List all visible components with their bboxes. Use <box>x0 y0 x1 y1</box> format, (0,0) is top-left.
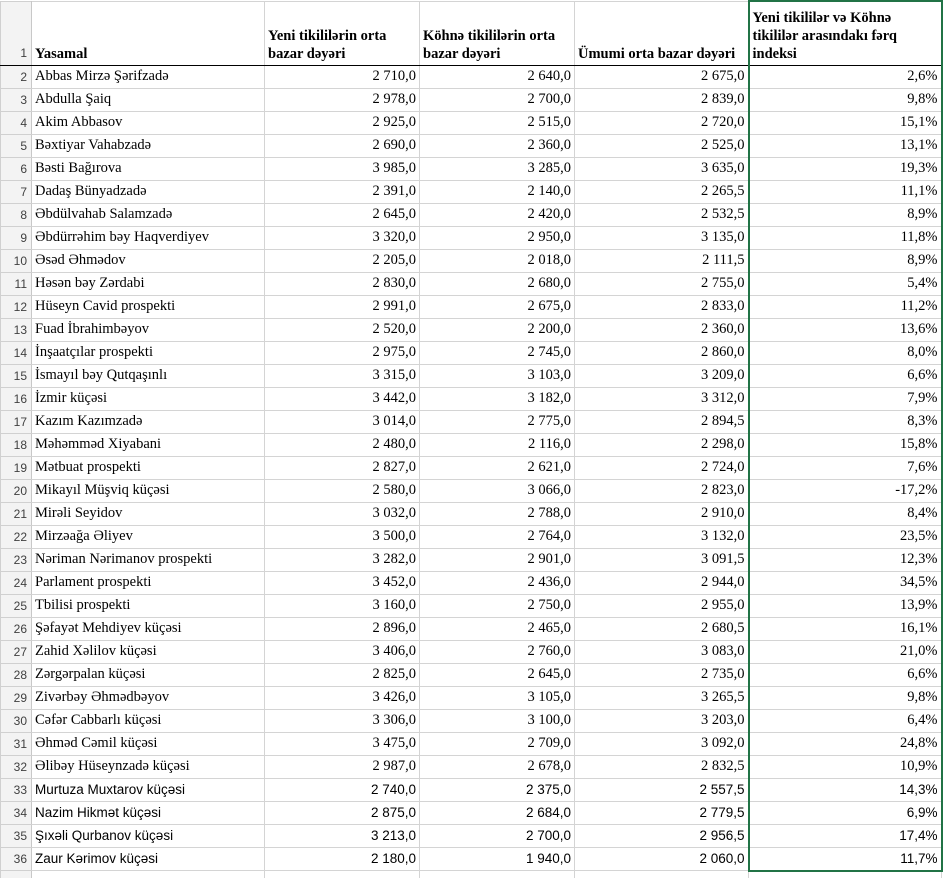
street-name-cell[interactable]: Nəriman Nərimanov prospekti <box>32 548 265 571</box>
new-building-value-cell[interactable]: 3 985,0 <box>265 157 420 180</box>
old-building-value-cell[interactable]: 2 640,0 <box>420 65 575 88</box>
difference-index-cell[interactable]: 13,1% <box>749 134 942 157</box>
table-row <box>1 364 942 387</box>
total-value-cell[interactable]: 2 779,5 <box>575 801 749 824</box>
table-row <box>1 755 942 778</box>
difference-index-cell[interactable]: 11,8% <box>749 226 942 249</box>
old-building-value-cell[interactable]: 2 375,0 <box>420 778 575 801</box>
difference-index-cell[interactable]: 6,4% <box>749 709 942 732</box>
difference-index-cell[interactable]: 14,3% <box>749 778 942 801</box>
street-name-cell[interactable]: Bəsti Bağırova <box>32 157 265 180</box>
new-building-value-cell[interactable]: 2 925,0 <box>265 111 420 134</box>
old-building-value-cell[interactable]: 2 684,0 <box>420 801 575 824</box>
table-row <box>1 801 942 824</box>
old-building-value-cell[interactable]: 2 018,0 <box>420 249 575 272</box>
street-name-cell[interactable]: İnşaatçılar prospekti <box>32 341 265 364</box>
difference-index-cell[interactable]: 13,9% <box>749 594 942 617</box>
row-number[interactable] <box>1 871 32 878</box>
street-name-cell[interactable]: Mikayıl Müşviq küçəsi <box>32 479 265 502</box>
street-name-cell[interactable]: Zivərbəy Əhmədbəyov <box>32 686 265 709</box>
row-number[interactable]: 13 <box>1 318 32 341</box>
row-number[interactable]: 17 <box>1 410 32 433</box>
total-value-cell[interactable]: 2 532,5 <box>575 203 749 226</box>
old-building-value-cell[interactable]: 2 116,0 <box>420 433 575 456</box>
row-number[interactable]: 12 <box>1 295 32 318</box>
total-value-cell[interactable]: 2 755,0 <box>575 272 749 295</box>
new-building-value-cell[interactable]: 2 827,0 <box>265 456 420 479</box>
difference-index-cell[interactable]: 6,6% <box>749 663 942 686</box>
header-row <box>1 1 942 65</box>
total-value-cell[interactable]: 2 860,0 <box>575 341 749 364</box>
new-building-value-cell[interactable]: 2 987,0 <box>265 755 420 778</box>
table-row <box>1 732 942 755</box>
new-building-value-cell[interactable]: 3 475,0 <box>265 732 420 755</box>
total-value-cell[interactable]: 2 910,0 <box>575 502 749 525</box>
old-building-value-cell[interactable]: 3 105,0 <box>420 686 575 709</box>
street-name-cell[interactable]: İzmir küçəsi <box>32 387 265 410</box>
difference-index-cell[interactable]: 9,8% <box>749 686 942 709</box>
difference-index-cell[interactable]: 21,0% <box>749 640 942 663</box>
old-building-value-cell[interactable]: 3 285,0 <box>420 157 575 180</box>
total-value-cell[interactable]: 2 720,0 <box>575 111 749 134</box>
old-building-value-cell[interactable]: 2 678,0 <box>420 755 575 778</box>
new-building-value-cell[interactable]: 2 991,0 <box>265 295 420 318</box>
new-building-value-cell[interactable]: 3 320,0 <box>265 226 420 249</box>
total-value-cell[interactable]: 3 132,0 <box>575 525 749 548</box>
row-number[interactable]: 32 <box>1 755 32 778</box>
table-row <box>1 824 942 847</box>
row-number[interactable]: 36 <box>1 847 32 871</box>
table-row <box>1 157 942 180</box>
total-value-cell[interactable]: 2 955,0 <box>575 594 749 617</box>
new-building-value-cell[interactable]: 3 442,0 <box>265 387 420 410</box>
difference-index-cell[interactable]: 8,9% <box>749 203 942 226</box>
row-number[interactable]: 33 <box>1 778 32 801</box>
difference-index-cell[interactable]: 13,6% <box>749 318 942 341</box>
street-name-cell[interactable]: Kazım Kazımzadə <box>32 410 265 433</box>
street-name-cell[interactable]: Abdulla Şaiq <box>32 88 265 111</box>
total-value-cell[interactable]: 2 680,5 <box>575 617 749 640</box>
new-building-value-cell[interactable]: 3 160,0 <box>265 594 420 617</box>
row-number[interactable]: 24 <box>1 571 32 594</box>
old-building-value-cell[interactable]: 2 680,0 <box>420 272 575 295</box>
street-name-cell[interactable]: Fuad İbrahimbəyov <box>32 318 265 341</box>
row-number[interactable]: 28 <box>1 663 32 686</box>
row-number[interactable]: 29 <box>1 686 32 709</box>
street-name-cell[interactable]: Nazim Hikmət küçəsi <box>32 801 265 824</box>
difference-index-cell[interactable]: 8,4% <box>749 502 942 525</box>
new-building-value-cell[interactable]: 2 580,0 <box>265 479 420 502</box>
old-building-value-cell[interactable]: 2 420,0 <box>420 203 575 226</box>
table-row <box>1 502 942 525</box>
old-building-value-cell[interactable]: 2 675,0 <box>420 295 575 318</box>
old-building-value-cell[interactable]: 3 103,0 <box>420 364 575 387</box>
new-building-value-cell[interactable]: 2 645,0 <box>265 203 420 226</box>
total-value-cell[interactable]: 2 833,0 <box>575 295 749 318</box>
difference-index-cell[interactable]: 12,3% <box>749 548 942 571</box>
table-row <box>1 847 942 871</box>
difference-index-cell[interactable]: 11,1% <box>749 180 942 203</box>
total-value-cell[interactable]: 3 135,0 <box>575 226 749 249</box>
old-building-value-cell[interactable]: 2 709,0 <box>420 732 575 755</box>
street-name-cell[interactable]: Akim Abbasov <box>32 111 265 134</box>
old-building-value-cell[interactable]: 2 436,0 <box>420 571 575 594</box>
new-building-value-cell[interactable]: 2 205,0 <box>265 249 420 272</box>
new-building-value-cell[interactable]: 2 391,0 <box>265 180 420 203</box>
total-value-cell[interactable]: 2 956,5 <box>575 824 749 847</box>
new-building-value-cell[interactable]: 3 032,0 <box>265 502 420 525</box>
new-building-value-cell[interactable]: 3 014,0 <box>265 410 420 433</box>
table-row <box>1 778 942 801</box>
street-name-cell[interactable]: Hüseyn Cavid prospekti <box>32 295 265 318</box>
street-name-cell[interactable]: Şəfayət Mehdiyev küçəsi <box>32 617 265 640</box>
old-building-value-cell[interactable]: 3 182,0 <box>420 387 575 410</box>
table-row <box>1 433 942 456</box>
old-building-value-cell[interactable]: 1 940,0 <box>420 847 575 871</box>
table-row <box>1 594 942 617</box>
old-building-value-cell[interactable]: 2 745,0 <box>420 341 575 364</box>
table-row <box>1 203 942 226</box>
old-building-value-cell[interactable]: 2 200,0 <box>420 318 575 341</box>
header-cell-difference-index[interactable]: Yeni tikililər və Köhnə tikililər arasındakı fərq indeksi <box>749 1 942 65</box>
row-number[interactable]: 23 <box>1 548 32 571</box>
old-building-value-cell[interactable]: 2 760,0 <box>420 640 575 663</box>
street-name-cell[interactable]: Əhməd Cəmil küçəsi <box>32 732 265 755</box>
row-number[interactable]: 20 <box>1 479 32 502</box>
new-building-value-cell[interactable]: 2 975,0 <box>265 341 420 364</box>
new-building-value-cell[interactable]: 2 875,0 <box>265 801 420 824</box>
total-value-cell[interactable]: 2 823,0 <box>575 479 749 502</box>
row-number[interactable]: 26 <box>1 617 32 640</box>
table-row <box>1 65 942 88</box>
old-building-value-cell[interactable]: 2 788,0 <box>420 502 575 525</box>
old-building-value-cell[interactable]: 2 645,0 <box>420 663 575 686</box>
empty-cell[interactable] <box>420 871 575 878</box>
table-row <box>1 525 942 548</box>
old-building-value-cell[interactable]: 2 901,0 <box>420 548 575 571</box>
total-value-cell[interactable]: 3 091,5 <box>575 548 749 571</box>
total-value-cell[interactable]: 2 724,0 <box>575 456 749 479</box>
row-number[interactable]: 21 <box>1 502 32 525</box>
row-number[interactable]: 3 <box>1 88 32 111</box>
old-building-value-cell[interactable]: 2 750,0 <box>420 594 575 617</box>
difference-index-cell[interactable]: 24,8% <box>749 732 942 755</box>
total-value-cell[interactable]: 2 832,5 <box>575 755 749 778</box>
table-row <box>1 111 942 134</box>
old-building-value-cell[interactable]: 2 764,0 <box>420 525 575 548</box>
old-building-value-cell[interactable]: 2 700,0 <box>420 824 575 847</box>
table-row <box>1 180 942 203</box>
difference-index-cell[interactable]: 16,1% <box>749 617 942 640</box>
old-building-value-cell[interactable]: 2 950,0 <box>420 226 575 249</box>
total-value-cell[interactable]: 3 092,0 <box>575 732 749 755</box>
total-value-cell[interactable]: 2 298,0 <box>575 433 749 456</box>
street-name-cell[interactable]: Məhəmməd Xiyabani <box>32 433 265 456</box>
new-building-value-cell[interactable]: 3 406,0 <box>265 640 420 663</box>
new-building-value-cell[interactable]: 2 520,0 <box>265 318 420 341</box>
empty-cell[interactable] <box>749 871 942 878</box>
table-row <box>1 571 942 594</box>
new-building-value-cell[interactable]: 2 690,0 <box>265 134 420 157</box>
row-number[interactable]: 31 <box>1 732 32 755</box>
row-number[interactable]: 4 <box>1 111 32 134</box>
table-row <box>1 456 942 479</box>
difference-index-cell[interactable]: 15,8% <box>749 433 942 456</box>
total-value-cell[interactable]: 2 894,5 <box>575 410 749 433</box>
old-building-value-cell[interactable]: 2 140,0 <box>420 180 575 203</box>
street-name-cell[interactable]: Bəxtiyar Vahabzadə <box>32 134 265 157</box>
difference-index-cell[interactable]: 6,9% <box>749 801 942 824</box>
difference-index-cell[interactable]: 19,3% <box>749 157 942 180</box>
new-building-value-cell[interactable]: 3 213,0 <box>265 824 420 847</box>
difference-index-cell[interactable]: 8,9% <box>749 249 942 272</box>
new-building-value-cell[interactable]: 2 830,0 <box>265 272 420 295</box>
difference-index-cell[interactable]: 15,1% <box>749 111 942 134</box>
row-number[interactable]: 10 <box>1 249 32 272</box>
row-number[interactable]: 9 <box>1 226 32 249</box>
row-number[interactable]: 1 <box>1 1 32 65</box>
new-building-value-cell[interactable]: 3 452,0 <box>265 571 420 594</box>
table-row <box>1 318 942 341</box>
new-building-value-cell[interactable]: 2 480,0 <box>265 433 420 456</box>
table-row <box>1 226 942 249</box>
new-building-value-cell[interactable]: 2 710,0 <box>265 65 420 88</box>
table-row <box>1 341 942 364</box>
difference-index-cell[interactable]: 5,4% <box>749 272 942 295</box>
difference-index-cell[interactable]: 17,4% <box>749 824 942 847</box>
row-number[interactable]: 11 <box>1 272 32 295</box>
total-value-cell[interactable]: 3 635,0 <box>575 157 749 180</box>
table-row <box>1 871 942 878</box>
street-name-cell[interactable]: Əbdürrəhim bəy Haqverdiyev <box>32 226 265 249</box>
total-value-cell[interactable]: 2 557,5 <box>575 778 749 801</box>
street-name-cell[interactable]: İsmayıl bəy Qutqaşınlı <box>32 364 265 387</box>
table-row <box>1 410 942 433</box>
table-row <box>1 249 942 272</box>
old-building-value-cell[interactable]: 2 775,0 <box>420 410 575 433</box>
total-value-cell[interactable]: 3 312,0 <box>575 387 749 410</box>
difference-index-cell[interactable]: 7,9% <box>749 387 942 410</box>
new-building-value-cell[interactable]: 2 978,0 <box>265 88 420 111</box>
row-number[interactable]: 18 <box>1 433 32 456</box>
difference-index-cell[interactable]: 34,5% <box>749 571 942 594</box>
total-value-cell[interactable]: 2 360,0 <box>575 318 749 341</box>
difference-index-cell[interactable]: 9,8% <box>749 88 942 111</box>
street-name-cell[interactable]: Mirəli Seyidov <box>32 502 265 525</box>
old-building-value-cell[interactable]: 2 515,0 <box>420 111 575 134</box>
total-value-cell[interactable]: 2 675,0 <box>575 65 749 88</box>
street-name-cell[interactable]: Əlibəy Hüseynzadə küçəsi <box>32 755 265 778</box>
row-number[interactable]: 7 <box>1 180 32 203</box>
table-row <box>1 548 942 571</box>
total-value-cell[interactable]: 2 525,0 <box>575 134 749 157</box>
header-cell-old-buildings[interactable]: Köhnə tikililərin orta bazar dəyəri <box>420 1 575 65</box>
row-number[interactable]: 34 <box>1 801 32 824</box>
row-number[interactable]: 16 <box>1 387 32 410</box>
empty-cell[interactable] <box>575 871 749 878</box>
street-name-cell[interactable]: Cəfər Cabbarlı küçəsi <box>32 709 265 732</box>
difference-index-cell[interactable]: 10,9% <box>749 755 942 778</box>
row-number[interactable]: 14 <box>1 341 32 364</box>
new-building-value-cell[interactable]: 2 896,0 <box>265 617 420 640</box>
row-number[interactable]: 8 <box>1 203 32 226</box>
new-building-value-cell[interactable]: 2 825,0 <box>265 663 420 686</box>
empty-cell[interactable] <box>32 871 265 878</box>
total-value-cell[interactable]: 2 944,0 <box>575 571 749 594</box>
new-building-value-cell[interactable]: 3 426,0 <box>265 686 420 709</box>
row-number[interactable]: 25 <box>1 594 32 617</box>
difference-index-cell[interactable]: 23,5% <box>749 525 942 548</box>
difference-index-cell[interactable]: 8,0% <box>749 341 942 364</box>
table-row <box>1 663 942 686</box>
table-row <box>1 88 942 111</box>
total-value-cell[interactable]: 3 083,0 <box>575 640 749 663</box>
street-name-cell[interactable]: Zərgərpalan küçəsi <box>32 663 265 686</box>
row-number[interactable]: 22 <box>1 525 32 548</box>
total-value-cell[interactable]: 3 265,5 <box>575 686 749 709</box>
street-name-cell[interactable]: Abbas Mirzə Şərifzadə <box>32 65 265 88</box>
header-cell-total-value[interactable]: Ümumi orta bazar dəyəri <box>575 1 749 65</box>
difference-index-cell[interactable]: -17,2% <box>749 479 942 502</box>
header-cell-new-buildings[interactable]: Yeni tikililərin orta bazar dəyəri <box>265 1 420 65</box>
row-number[interactable]: 19 <box>1 456 32 479</box>
total-value-cell[interactable]: 3 209,0 <box>575 364 749 387</box>
new-building-value-cell[interactable]: 3 282,0 <box>265 548 420 571</box>
table-row <box>1 617 942 640</box>
difference-index-cell[interactable]: 7,6% <box>749 456 942 479</box>
street-name-cell[interactable]: Zahid Xəlilov küçəsi <box>32 640 265 663</box>
street-name-cell[interactable]: Murtuza Muxtarov küçəsi <box>32 778 265 801</box>
street-name-cell[interactable]: Əsəd Əhmədov <box>32 249 265 272</box>
new-building-value-cell[interactable]: 3 500,0 <box>265 525 420 548</box>
old-building-value-cell[interactable]: 2 621,0 <box>420 456 575 479</box>
new-building-value-cell[interactable]: 2 180,0 <box>265 847 420 871</box>
street-name-cell[interactable]: Dadaş Bünyadzadə <box>32 180 265 203</box>
street-name-cell[interactable]: Tbilisi prospekti <box>32 594 265 617</box>
difference-index-cell[interactable]: 11,7% <box>749 847 942 871</box>
street-name-cell[interactable]: Mirzəağa Əliyev <box>32 525 265 548</box>
street-name-cell[interactable]: Mətbuat prospekti <box>32 456 265 479</box>
new-building-value-cell[interactable]: 3 315,0 <box>265 364 420 387</box>
total-value-cell[interactable]: 2 839,0 <box>575 88 749 111</box>
old-building-value-cell[interactable]: 3 066,0 <box>420 479 575 502</box>
row-number[interactable]: 6 <box>1 157 32 180</box>
table-row <box>1 640 942 663</box>
row-number[interactable]: 5 <box>1 134 32 157</box>
street-name-cell[interactable]: Zaur Kərimov küçəsi <box>32 847 265 871</box>
old-building-value-cell[interactable]: 2 465,0 <box>420 617 575 640</box>
new-building-value-cell[interactable]: 3 306,0 <box>265 709 420 732</box>
row-number[interactable]: 15 <box>1 364 32 387</box>
row-number[interactable]: 2 <box>1 65 32 88</box>
street-name-cell[interactable]: Şıxəli Qurbanov küçəsi <box>32 824 265 847</box>
old-building-value-cell[interactable]: 2 360,0 <box>420 134 575 157</box>
street-name-cell[interactable]: Həsən bəy Zərdabi <box>32 272 265 295</box>
new-building-value-cell[interactable]: 2 740,0 <box>265 778 420 801</box>
street-name-cell[interactable]: Parlament prospekti <box>32 571 265 594</box>
difference-index-cell[interactable]: 2,6% <box>749 65 942 88</box>
total-value-cell[interactable]: 2 265,5 <box>575 180 749 203</box>
total-value-cell[interactable]: 2 060,0 <box>575 847 749 871</box>
total-value-cell[interactable]: 2 111,5 <box>575 249 749 272</box>
old-building-value-cell[interactable]: 2 700,0 <box>420 88 575 111</box>
table-row <box>1 479 942 502</box>
empty-cell[interactable] <box>265 871 420 878</box>
difference-index-cell[interactable]: 6,6% <box>749 364 942 387</box>
old-building-value-cell[interactable]: 3 100,0 <box>420 709 575 732</box>
table-row <box>1 134 942 157</box>
table-row <box>1 295 942 318</box>
table-row <box>1 709 942 732</box>
total-value-cell[interactable]: 2 735,0 <box>575 663 749 686</box>
header-cell-yasamal[interactable]: Yasamal <box>32 1 265 65</box>
row-number[interactable]: 27 <box>1 640 32 663</box>
row-number[interactable]: 30 <box>1 709 32 732</box>
street-name-cell[interactable]: Əbdülvahab Salamzadə <box>32 203 265 226</box>
difference-index-cell[interactable]: 8,3% <box>749 410 942 433</box>
row-number[interactable]: 35 <box>1 824 32 847</box>
table-row <box>1 387 942 410</box>
table-row <box>1 686 942 709</box>
difference-index-cell[interactable]: 11,2% <box>749 295 942 318</box>
total-value-cell[interactable]: 3 203,0 <box>575 709 749 732</box>
table-row <box>1 272 942 295</box>
